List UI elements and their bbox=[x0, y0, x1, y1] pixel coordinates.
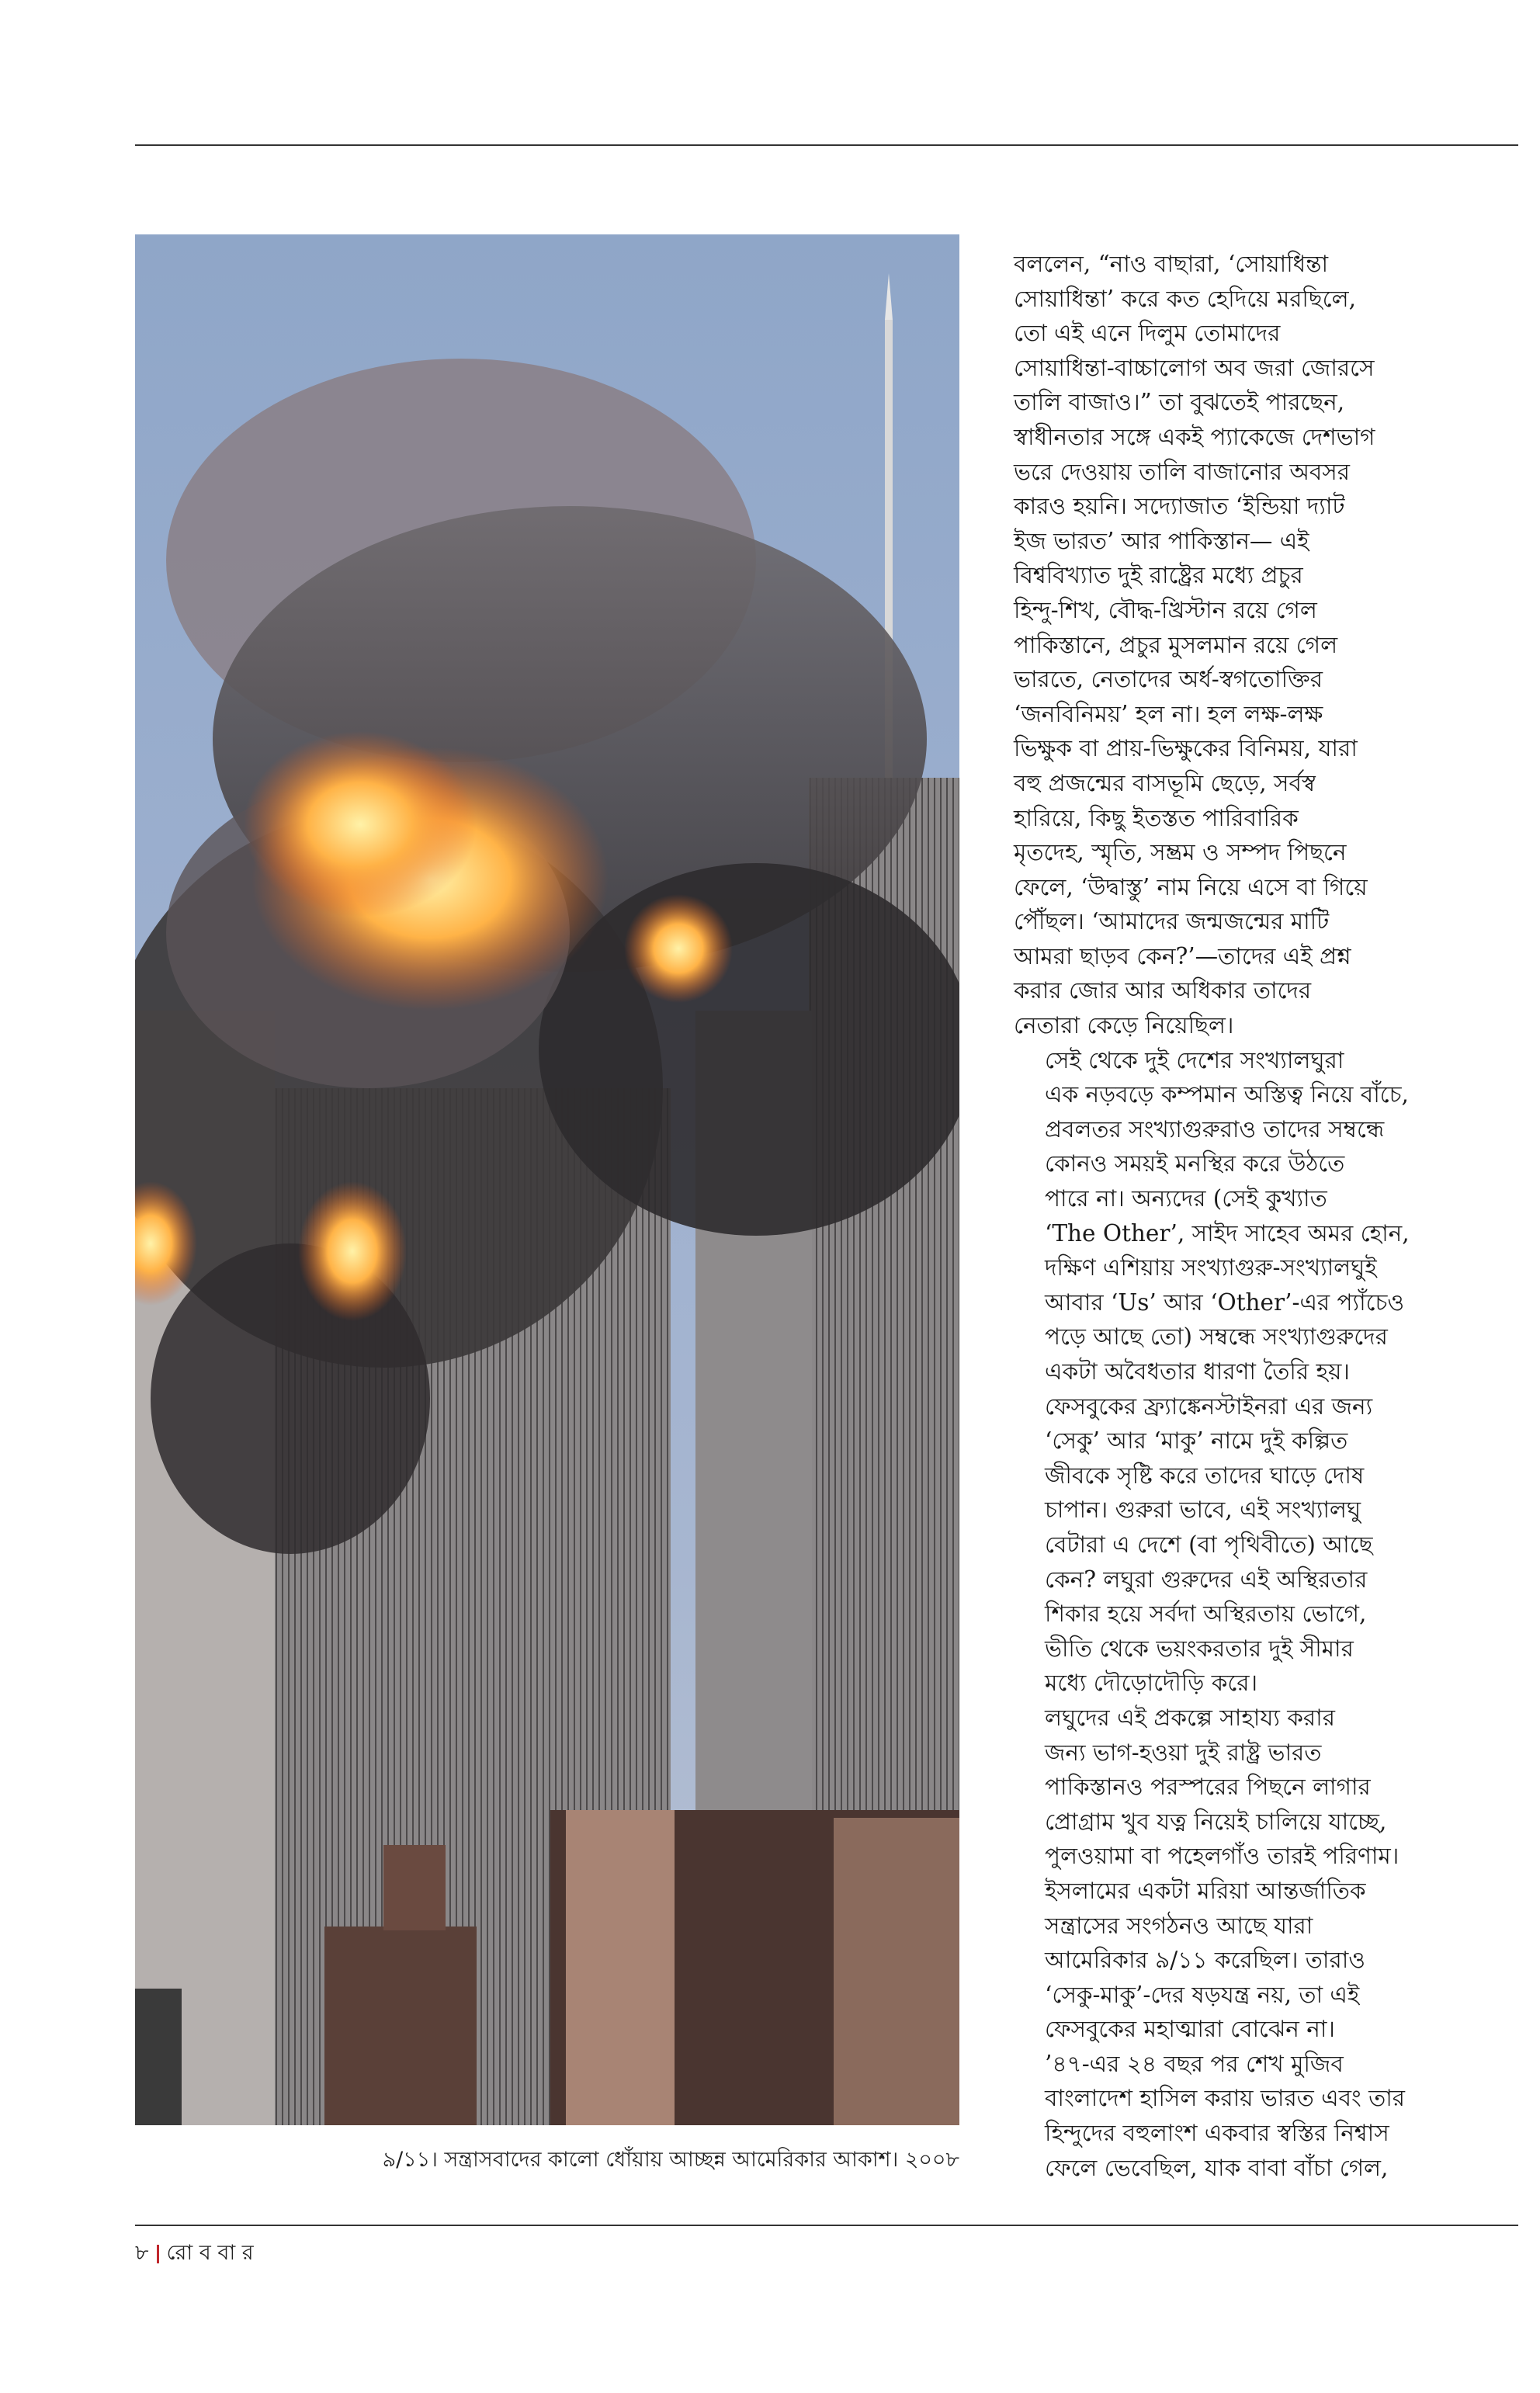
text-line: ‘The Other’, সাইদ সাহেব অমর হোন, bbox=[1045, 1219, 1410, 1247]
text-line: সোয়াধিন্তা-বাচ্চালোগ অব জরা জোরসে bbox=[1014, 354, 1375, 381]
text-line: আবার ‘Us’ আর ‘Other’-এর প্যাঁচেও bbox=[1045, 1288, 1405, 1316]
paragraph-1 bbox=[1014, 247, 1402, 1043]
text-line: তালি বাজাও।” তা বুঝতেই পারছেন, bbox=[1014, 389, 1345, 416]
text-line: পৌঁছল। ‘আমাদের জন্মজন্মের মাটি bbox=[1014, 908, 1330, 935]
text-line: ভরে দেওয়ায় তালি বাজানোর অবসর bbox=[1014, 458, 1351, 485]
article-body bbox=[1014, 247, 1410, 2185]
text-line: ফেলে, ‘উদ্বাস্তু’ নাম নিয়ে এসে বা গিয়ে bbox=[1014, 873, 1368, 900]
text-line: একটা অবৈধতার ধারণা তৈরি হয়। bbox=[1045, 1358, 1350, 1385]
text-line: ফেলে ভেবেছিল, যাক বাবা বাঁচা গেল, bbox=[1045, 2154, 1389, 2181]
text-line: পাকিস্তানও পরস্পরের পিছনে লাগার bbox=[1045, 1774, 1371, 1801]
text-line: কারও হয়নি। সদ্যোজাত ‘ইন্ডিয়া দ্যাট bbox=[1014, 493, 1345, 520]
text-line: দক্ষিণ এশিয়ায় সংখ্যাগুরু-সংখ্যালঘুই bbox=[1045, 1254, 1377, 1281]
text-line: বহু প্রজন্মের বাসভূমি ছেড়ে, সর্বস্ব bbox=[1014, 769, 1316, 796]
text-line: ভীতি থেকে ভয়ংকরতার দুই সীমার bbox=[1045, 1635, 1354, 1662]
text-line: সোয়াধিন্তা’ করে কত হেদিয়ে মরছিলে, bbox=[1014, 285, 1356, 312]
text-line: পড়ে আছে তো) সম্বন্ধে সংখ্যাগুরুদের bbox=[1045, 1323, 1388, 1351]
text-line: আমেরিকার ৯/১১ করেছিল। তারাও bbox=[1045, 1947, 1365, 1974]
bottom-rule bbox=[135, 2225, 1518, 2226]
text-line: মধ্যে দৌড়োদৌড়ি করে। bbox=[1045, 1670, 1258, 1697]
top-rule bbox=[135, 144, 1518, 146]
text-line: হারিয়ে, কিছু ইতস্তত পারিবারিক bbox=[1014, 804, 1299, 831]
text-line: সেই থেকে দুই দেশের সংখ্যালঘুরা bbox=[1045, 1046, 1344, 1073]
text-line: বিশ্ববিখ্যাত দুই রাষ্ট্রের মধ্যে প্রচুর bbox=[1014, 562, 1303, 589]
text-line: চাপান। গুরুরা ভাবে, এই সংখ্যালঘু bbox=[1045, 1496, 1361, 1524]
text-line: হিন্দু-শিখ, বৌদ্ধ-খ্রিস্টান রয়ে গেল bbox=[1014, 596, 1317, 623]
page-number: ৮ bbox=[135, 2241, 149, 2265]
text-line: নেতারা কেড়ে নিয়েছিল। bbox=[1014, 1012, 1234, 1039]
text-line: ফেসবুকের ফ্র্যাঙ্কেনস্টাইনরা এর জন্য bbox=[1045, 1392, 1373, 1420]
text-line: আমরা ছাড়ব কেন?’—তাদের এই প্রশ্ন bbox=[1014, 942, 1351, 969]
text-line: হিন্দুদের বহুলাংশ একবার স্বস্তির নিশ্বাস bbox=[1045, 2120, 1389, 2147]
text-line: ’৪৭-এর ২৪ বছর পর শেখ মুজিব bbox=[1045, 2050, 1344, 2077]
text-line: লঘুদের এই প্রকল্পে সাহায্য করার bbox=[1045, 1704, 1335, 1731]
text-line: ‘সেকু’ আর ‘মাকু’ নামে দুই কল্পিত bbox=[1045, 1427, 1348, 1455]
text-line: তো এই এনে দিলুম তোমাদের bbox=[1014, 320, 1281, 347]
magazine-name: রো ব বা র bbox=[166, 2241, 254, 2265]
text-line: পারে না। অন্যদের (সেই কুখ্যাত bbox=[1045, 1185, 1327, 1212]
text-line: এক নড়বড়ে কম্পমান অস্তিত্ব নিয়ে বাঁচে, bbox=[1045, 1081, 1409, 1108]
text-line: সন্ত্রাসের সংগঠনও আছে যারা bbox=[1045, 1912, 1313, 1939]
text-line: কেন? লঘুরা গুরুদের এই অস্থিরতার bbox=[1045, 1566, 1368, 1593]
page-footer bbox=[135, 2237, 254, 2272]
text-line: বেটারা এ দেশে (বা পৃথিবীতে) আছে bbox=[1045, 1531, 1373, 1558]
text-line: ‘জনবিনিময়’ হল না। হল লক্ষ-লক্ষ bbox=[1014, 700, 1323, 727]
text-line: শিকার হয়ে সর্বদা অস্থিরতায় ভোগে, bbox=[1045, 1601, 1367, 1628]
paragraph-3 bbox=[1014, 1701, 1402, 2047]
text-line: করার জোর আর অধিকার তাদের bbox=[1014, 977, 1312, 1004]
text-line: কোনও সময়ই মনস্থির করে উঠতে bbox=[1045, 1150, 1345, 1177]
text-line: প্রোগ্রাম খুব যত্ন নিয়েই চালিয়ে যাচ্ছে, bbox=[1045, 1808, 1387, 1835]
paragraph-4 bbox=[1014, 2047, 1406, 2185]
text-line: ভারতে, নেতাদের অর্ধ-স্বগতোক্তির bbox=[1014, 666, 1323, 693]
text-line: বললেন, “নাও বাছারা, ‘সোয়াধিন্তা bbox=[1014, 251, 1329, 277]
footer-divider bbox=[157, 2245, 159, 2263]
text-line: জন্য ভাগ-হওয়া দুই রাষ্ট্র ভারত bbox=[1045, 1739, 1322, 1766]
text-line: পাকিস্তানে, প্রচুর মুসলমান রয়ে গেল bbox=[1014, 631, 1338, 658]
text-line: ইসলামের একটা মরিয়া আন্তর্জাতিক bbox=[1045, 1877, 1366, 1904]
text-line: পুলওয়ামা বা পহেলগাঁও তারই পরিণাম। bbox=[1045, 1843, 1400, 1870]
text-line: স্বাধীনতার সঙ্গে একই প্যাকেজে দেশভাগ bbox=[1014, 423, 1375, 450]
twin-towers-illustration bbox=[135, 234, 959, 2125]
text-line: প্রবলতর সংখ্যাগুরুরাও তাদের সম্বন্ধে bbox=[1045, 1115, 1385, 1143]
twin-towers-photo bbox=[135, 234, 959, 2125]
paragraph-2 bbox=[1014, 1043, 1410, 1701]
text-line: জীবকে সৃষ্টি করে তাদের ঘাড়ে দোষ bbox=[1045, 1462, 1365, 1489]
text-line: ভিক্ষুক বা প্রায়-ভিক্ষুকের বিনিময়, যারা bbox=[1014, 735, 1358, 762]
text-line: ‘সেকু-মাকু’-দের ষড়যন্ত্র নয়, তা এই bbox=[1045, 1981, 1360, 2008]
text-line: ফেসবুকের মহাত্মারা বোঝেন না। bbox=[1045, 2016, 1335, 2043]
text-line: মৃতদেহ, স্মৃতি, সম্ভ্রম ও সম্পদ পিছনে bbox=[1014, 839, 1347, 866]
text-line: বাংলাদেশ হাসিল করায় ভারত এবং তার bbox=[1045, 2085, 1406, 2112]
text-line: ইজ ভারত’ আর পাকিস্তান— এই bbox=[1014, 527, 1309, 554]
photo-caption: ৯/১১। সন্ত্রাসবাদের কালো ধোঁয়ায় আচ্ছন্ন আমেরিকার আকাশ। ২০০৮ bbox=[382, 2148, 959, 2172]
